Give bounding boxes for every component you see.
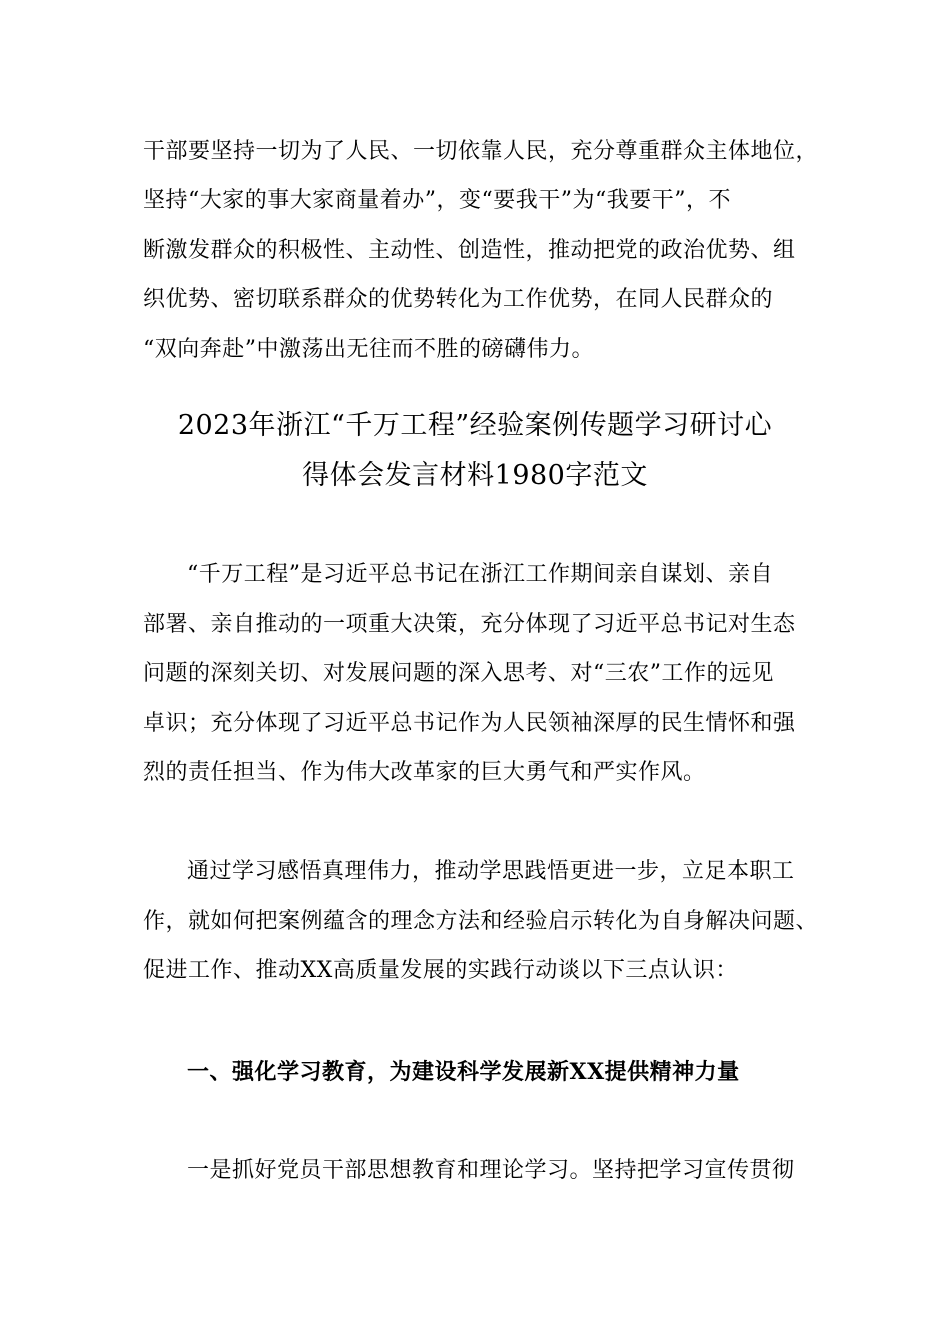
intro-line-5: “双向奔赴”中激荡出无往而不胜的磅礴伟力。 [143,337,594,362]
intro-line-3: 断激发群众的积极性、主动性、创造性，推动把党的政治优势、组 [143,238,796,263]
paragraph-1-line-4: 卓识；充分体现了习近平总书记作为人民领袖深厚的民生情怀和强 [143,711,796,736]
section-heading: 一、强化学习教育，为建设科学发展新XX提供精神力量 [187,1059,740,1085]
paragraph-1-line-1: “千万工程”是习近平总书记在浙江工作期间亲自谋划、亲自 [187,562,773,587]
document-title-line-2: 得体会发言材料1980字范文 [302,460,648,491]
paragraph-1-line-2: 部署、亲自推动的一项重大决策，充分体现了习近平总书记对生态 [143,612,796,637]
paragraph-2-line-1: 通过学习感悟真理伟力，推动学思践悟更进一步，立足本职工 [187,859,795,884]
intro-line-1: 干部要坚持一切为了人民、一切依靠人民，充分尊重群众主体地位， [143,139,819,164]
paragraph-2-line-3: 促进工作、推动XX高质量发展的实践行动谈以下三点认识： [143,958,738,983]
paragraph-3-line-1: 一是抓好党员干部思想教育和理论学习。坚持把学习宣传贯彻 [187,1158,795,1183]
intro-line-4: 织优势、密切联系群众的优势转化为工作优势，在同人民群众的 [143,287,774,312]
paragraph-1-line-3: 问题的深刻关切、对发展问题的深入思考、对“三农”工作的远见 [143,661,774,686]
paragraph-1-line-5: 烈的责任担当、作为伟大改革家的巨大勇气和严实作风。 [143,760,706,785]
document-title-line-1: 2023年浙江“千万工程”经验案例传题学习研讨心 [177,410,773,441]
paragraph-2-line-2: 作，就如何把案例蕴含的理念方法和经验启示转化为自身解决问题、 [143,909,819,934]
intro-line-2: 坚持“大家的事大家商量着办”，变“要我干”为“我要干”，不 [143,188,731,213]
